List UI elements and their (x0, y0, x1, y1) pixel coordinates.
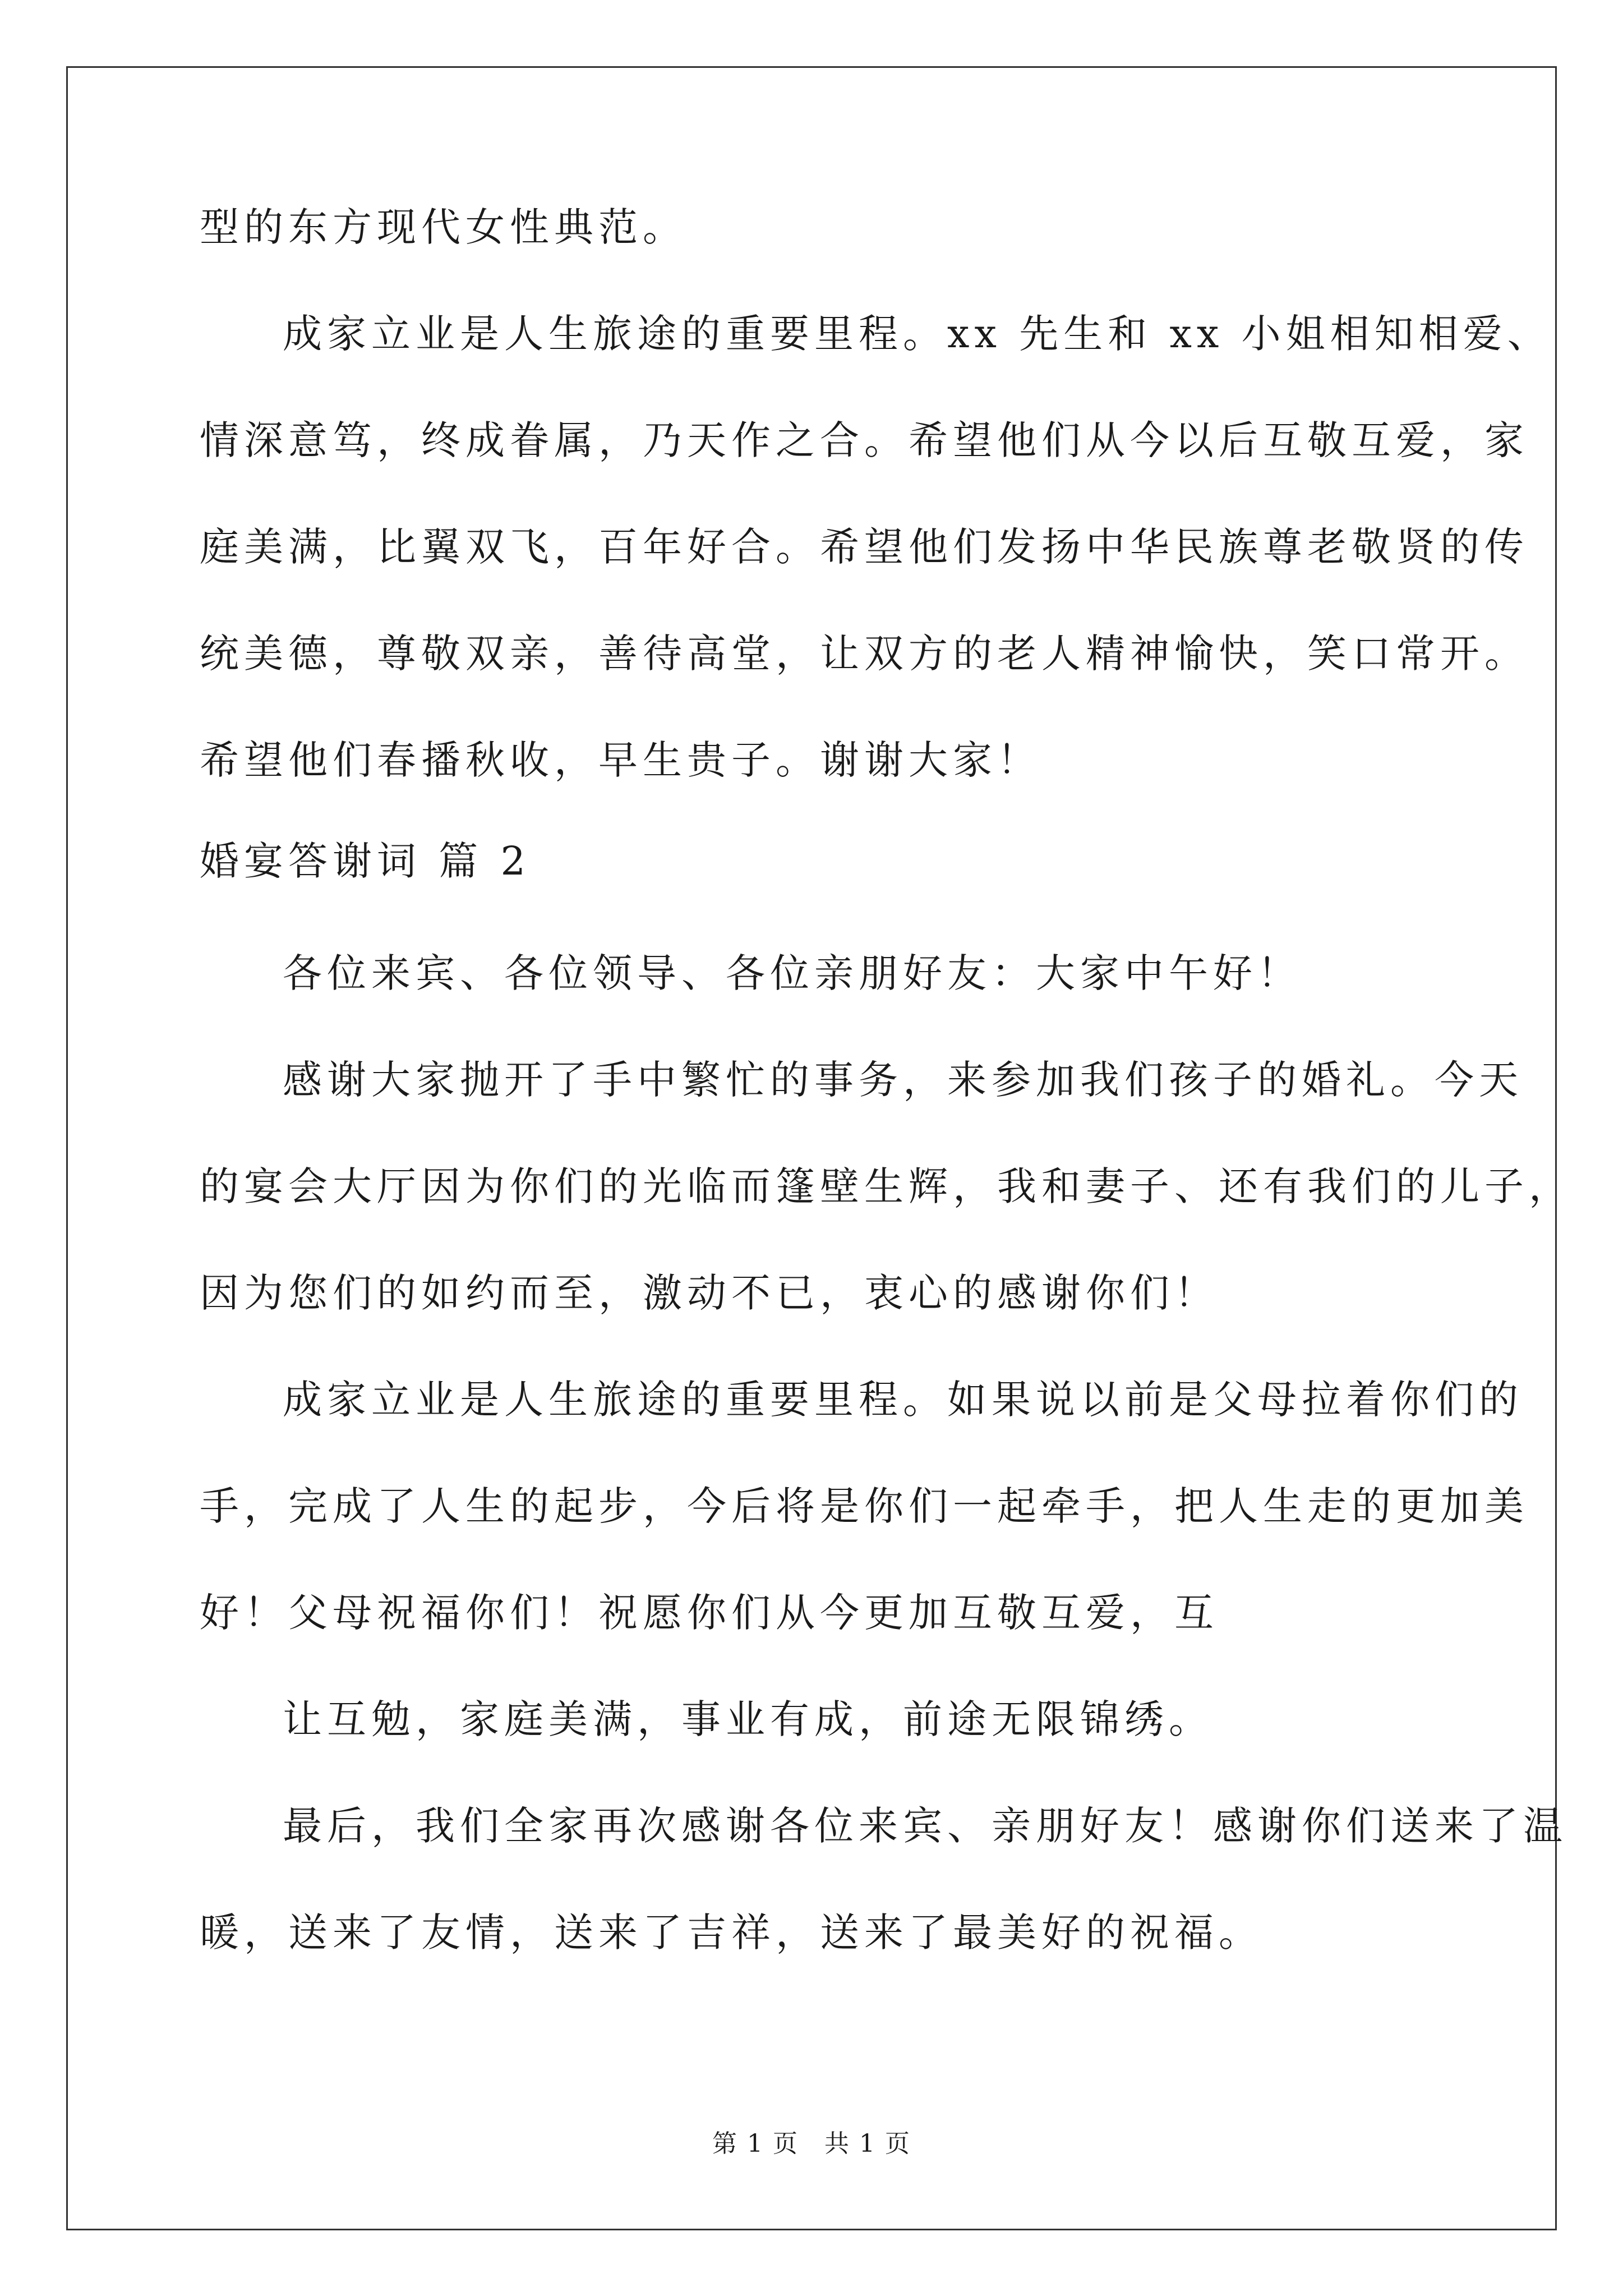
text-line: 型的东方现代女性典范。 (200, 204, 687, 250)
text-line: 感谢大家抛开了手中繁忙的事务，来参加我们孩子的婚礼。今天 (283, 1057, 1523, 1103)
page-border (66, 66, 1557, 2230)
text-line: 各位来宾、各位领导、各位亲朋好友：大家中午好！ (283, 950, 1302, 996)
text-line: 情深意笃，终成眷属，乃天作之合。希望他们从今以后互敬互爱，家 (200, 417, 1529, 463)
text-line: 因为您们的如约而至，激动不已，衷心的感谢你们！ (200, 1270, 1219, 1316)
page-footer: 第 1 页 共 1 页 (712, 2129, 911, 2158)
text-line: 手，完成了人生的起步，今后将是你们一起牵手，把人生走的更加美 (200, 1483, 1529, 1529)
text-line: 希望他们春播秋收，早生贵子。谢谢大家！ (200, 737, 1041, 783)
section-heading: 婚宴答谢词 篇 2 (200, 838, 531, 884)
text-line: 的宴会大厅因为你们的光临而篷壁生辉，我和妻子、还有我们的儿子， (200, 1163, 1573, 1209)
text-line: 成家立业是人生旅途的重要里程。xx 先生和 xx 小姐相知相爱、 (283, 311, 1552, 357)
text-line: 让互勉，家庭美满，事业有成，前途无限锦绣。 (283, 1696, 1213, 1742)
text-line: 成家立业是人生旅途的重要里程。如果说以前是父母拉着你们的 (283, 1377, 1523, 1423)
text-line: 好！父母祝福你们！祝愿你们从今更加互敬互爱，互 (200, 1590, 1219, 1636)
text-line: 统美德，尊敬双亲，善待高堂，让双方的老人精神愉快，笑口常开。 (200, 631, 1529, 677)
text-line: 暖，送来了友情，送来了吉祥，送来了最美好的祝福。 (200, 1910, 1263, 1955)
text-line: 庭美满，比翼双飞，百年好合。希望他们发扬中华民族尊老敬贤的传 (200, 524, 1529, 570)
text-line: 最后，我们全家再次感谢各位来宾、亲朋好友！感谢你们送来了温 (283, 1803, 1567, 1849)
